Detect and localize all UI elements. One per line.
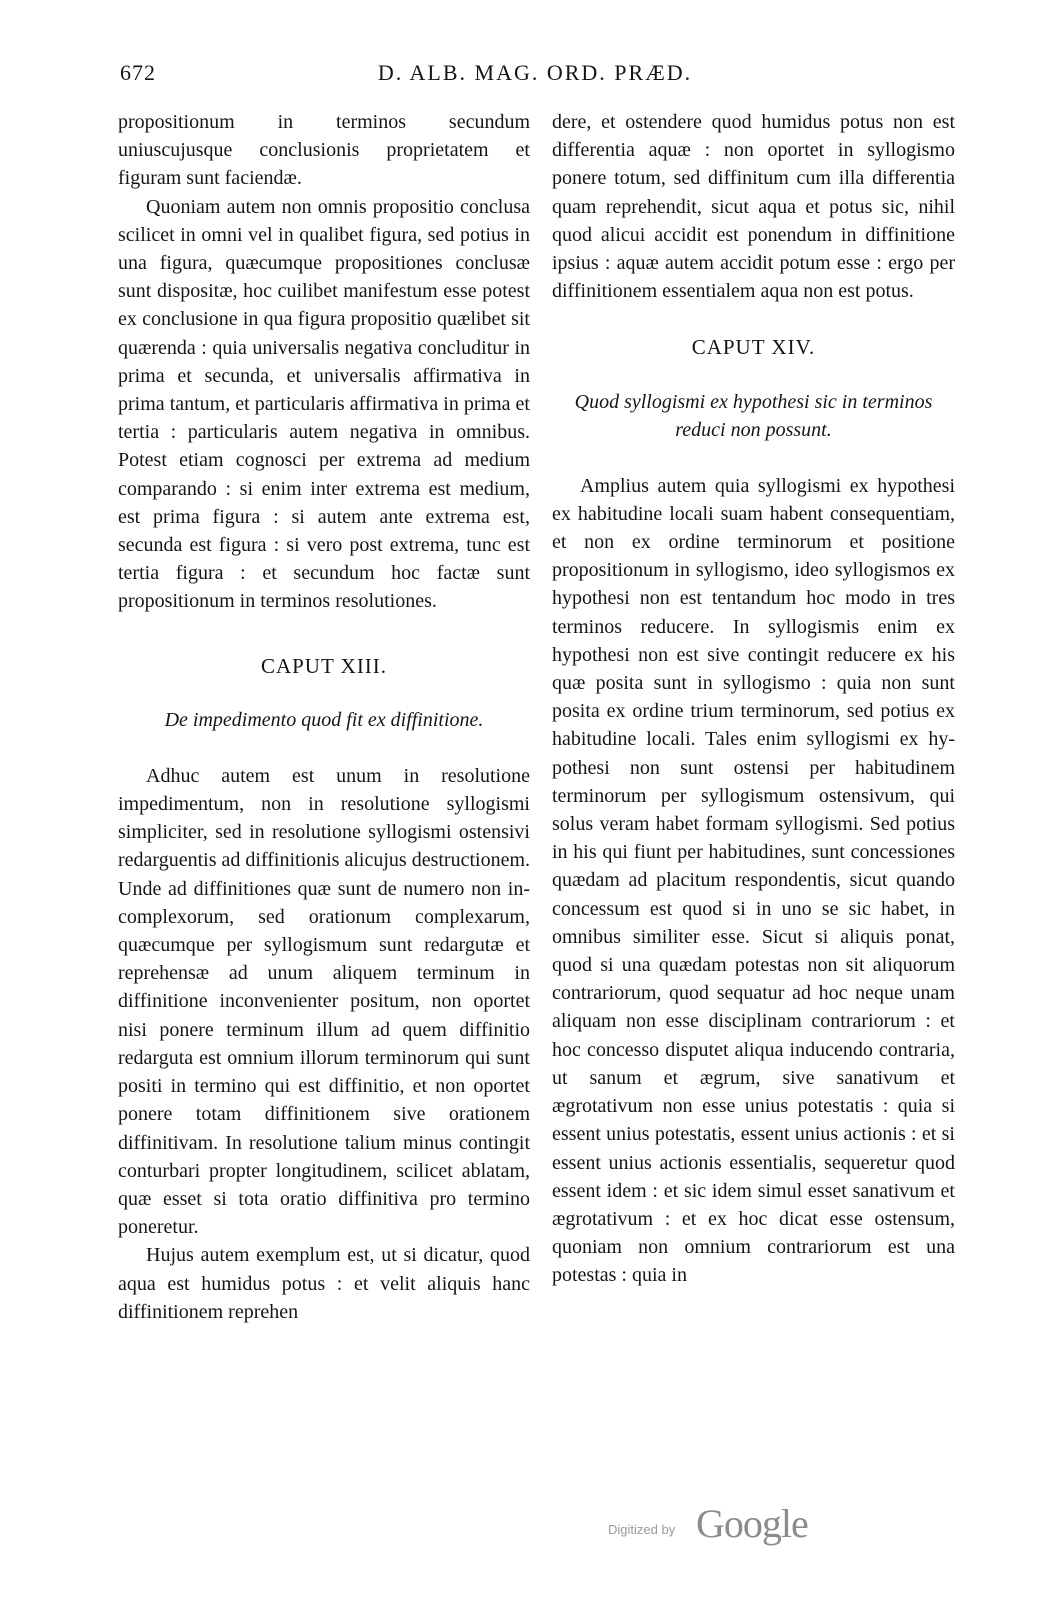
left-paragraph-1: propositionum in terminos secundum uniuscujusque conclusionis proprietatem et figuram sunt faciendæ. [118,111,530,190]
left-paragraph-4: Hujus autem exemplum est, ut si dicatur, quod aqua est humidus potus : et velit aliquis hanc diffinitionem reprehen [118,1244,530,1323]
caput-xiv-subtitle: Quod syllogismi ex hypothesi sic in terminos reduci non possunt. [574,390,933,441]
digitized-by-text: Digitized by [608,1522,676,1537]
left-paragraph-2: Quoniam autem non omnis propositio conclusa scilicet in omni vel in qualibet figura, sed potius in una figura, quæcumque propositiones conclusæ sunt dispositæ, hoc cuilibet manifestum esse potest ex conclusione in qua figura propositio quælibet sit quærenda : quia universalis negativa concluditur in prima et secunda, et universalis affirmativa in prima tantum, et particularis affirmativa in prima et tertia : particularis autem negativa in omnibus. Potest etiam cognosci per extrema ad medium comparando : si enim inter extrema est medium, est prima figura : si autem ante extrema est, secunda est figura : si vero post extrema, tunc est tertia figura : et secundum hoc factæ sunt propositionum in terminos resolutiones. [118,195,530,613]
caput-xiii-heading: CAPUT XIII. [260,653,388,678]
right-paragraph-1: dere, et ostendere quod humidus potus non est differentia aquæ : non oportet in syllogismo ponere totum, sed diffinitum cum illa differentia quam reprehendit, sicut aqua et potus sic, nihil quod alicui accidit est ponendum in diffinitione ipsius : aquæ autem accidit potum esse : ergo per diffinitionem essentialem aqua non est potus. [552,111,955,303]
page-number: 672 [120,60,156,85]
google-logo: Google [696,1501,808,1546]
left-paragraph-3: Adhuc autem est unum in resolutione impedimentum, non in resolutione syllogismi simpliciter, sed in resolutione syllogismi ostensivi redarguentis ad diffinitionis alicujus destructionem. Unde ad diffinitiones quæ sunt de numero non incomplexorum, sed orationum complexarum, quæcumque per syllogismum sunt redargutæ et reprehensæ ad unum aliquem terminum in diffinitione inconvenienter positum, non oportet nisi ponere terminum illum ad quem diffinitio redarguta est omnium illorum terminorum qui sunt positi in termino qui est diffinitio, et non oportet ponere totam diffinitionem sive orationem diffinitivam. In resolutione talium minus contingit conturbari propter longitudinem, scilicet ablatam, quæ esset si tota oratio diffinitiva pro termino poneretur. [118,764,530,1239]
caput-xiii-subtitle: De impedimento quod fit ex diffinitione. [164,708,484,731]
left-column [118,108,530,1326]
running-head [120,60,950,90]
running-title: D. ALB. MAG. ORD. PRÆD. [377,60,693,85]
caput-xiv-heading: CAPUT XIV. [691,335,816,360]
google-watermark [608,1500,828,1550]
right-paragraph-2: Amplius autem quia syllogismi ex hypothesi ex habitudine locali suam habent consequentiam, et non ex ordine terminorum et positione propositionum in syllogismo, ideo syllogismos ex hypothesi non est tentandum hoc modo in tres terminos reducere. In syllogismis enim ex hypothesi non est sive contingit reducere ex his quæ posita sunt in syllogismo : quia non sunt posita ex ordine trium terminorum, sed potius ex habitudine locali. Tales enim syllogismi ex hypothesi non sunt ostensi per habitudinem terminorum per syllogismum ostensivum, qui solus veram habet formam syllogismi. Sed potius in his qui fiunt per habitudines, sunt concessiones quædam ad placitum respondentis, sicut quando concessum est quod si in uno se sic habet, in omnibus similiter esse. Sicut si aliquis ponat, quod si una quædam potestas non sit aliquorum contrariorum, quod sequatur ad hoc neque unam aliquam non esse disciplinam contrariorum : et hoc concesso disputet aliqua inducendo contraria, ut sanum et ægrum, sive sanativum et ægrotativum non esse unius potestatis : quia si essent unius potestatis, essent unius actionis : et si essent unius actionis essentialis, sequeretur quod essent idem : et sic idem simul esset sanativum et ægrotativum : et ex hoc dicat esse ostensum, quoniam non omnium contrariorum est una potestas : quia in [552,474,955,1287]
right-column [552,108,955,1290]
